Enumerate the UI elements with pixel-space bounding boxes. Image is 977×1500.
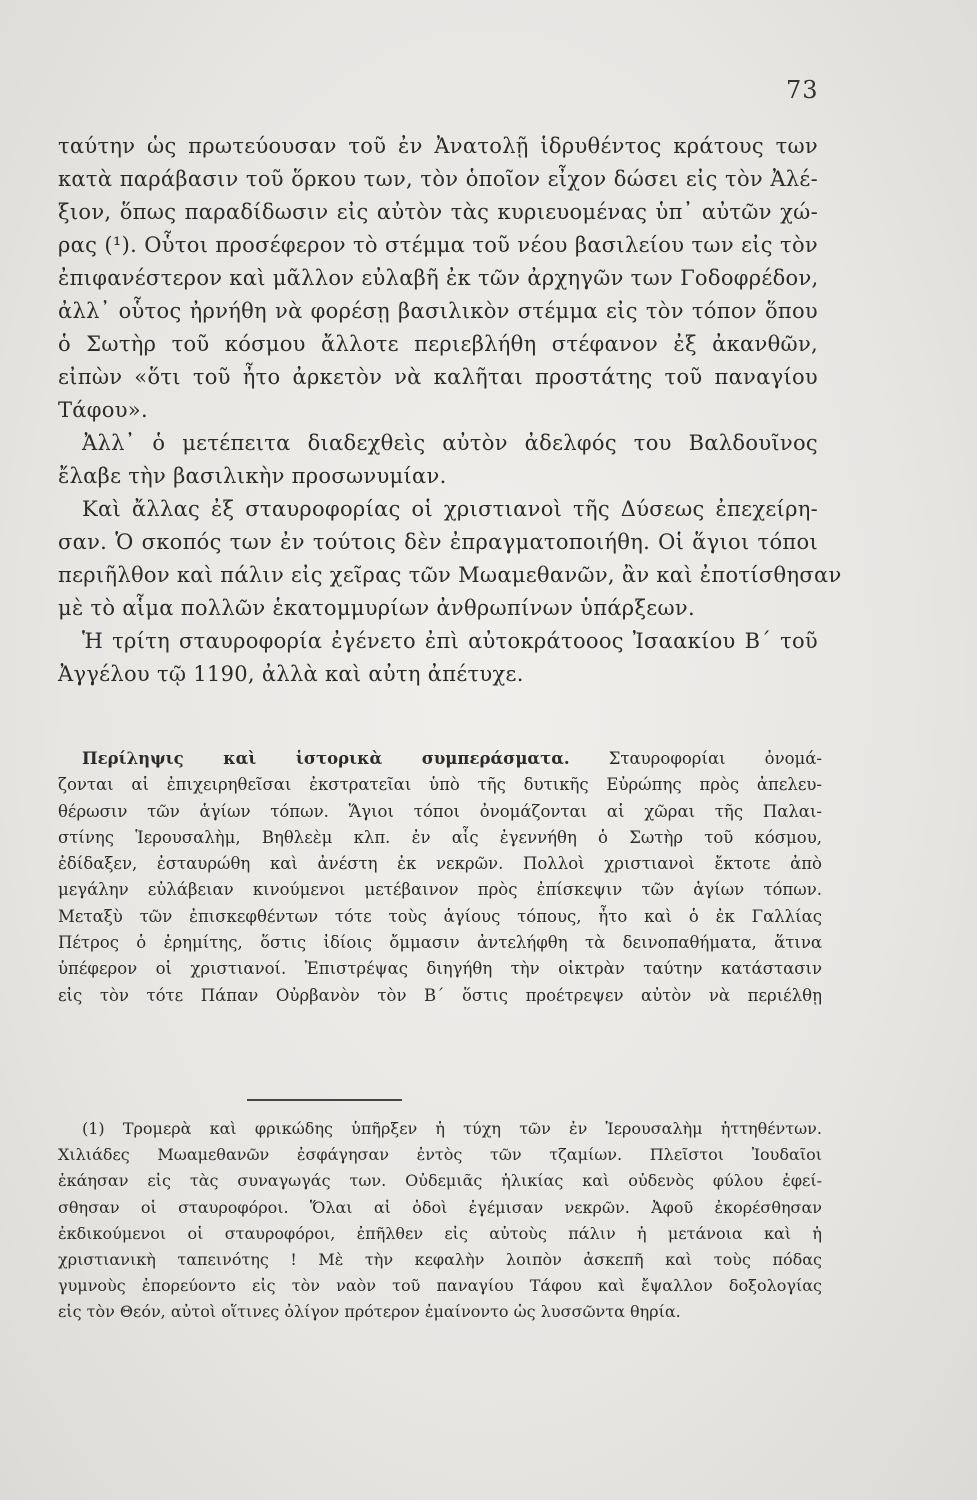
summary-line: μεγάλην εὐλάβειαν κινούμενοι μετέβαινον πρὸς ἐπίσκεψιν τῶν ἁγίων τόπων. xyxy=(58,880,822,900)
text-line: ξιον, ὅπως παραδίδωσιν εἰς αὐτὸν τὰς κυριευομένας ὑπ᾿ αὐτῶν χώ- xyxy=(58,200,818,224)
footnote-line: γυμνοὺς ἐπορεύοντο εἰς τὸν ναὸν τοῦ παναγίου Τάφου καὶ ἔψαλλον δοξολογίας xyxy=(58,1276,822,1296)
summary-section xyxy=(58,746,822,1009)
summary-line: εἰς τὸν τότε Πάπαν Οὐρβανὸν τὸν Β΄ ὅστις προέτρεψεν αὐτὸν νὰ περιέλθῃ xyxy=(58,985,822,1005)
text-line: ὁ Σωτὴρ τοῦ κόσμου ἄλλοτε περιεβλήθη στέφανον ἐξ ἀκανθῶν, xyxy=(58,332,818,356)
page-number: 73 xyxy=(786,76,819,104)
text-line: Ἀγγέλου τῷ 1190, ἀλλὰ καὶ αὐτη ἀπέτυχε. xyxy=(58,662,524,686)
summary-line: Μεταξὺ τῶν ἐπισκεφθέντων τότε τοὺς ἁγίους τόπους, ἦτο καὶ ὁ ἐκ Γαλλίας xyxy=(58,906,822,926)
text-line: σαν. Ὁ σκοπός των ἐν τούτοις δὲν ἐπραγματοποιήθη. Οἱ ἅγιοι τόποι xyxy=(58,530,818,554)
summary-line: Πέτρος ὁ ἐρημίτης, ὅστις ἰδίοις ὄμμασιν ἀντελήφθη τὰ δεινοπαθήματα, ἅτινα xyxy=(58,933,822,953)
summary-first-line xyxy=(58,746,822,772)
text-line: εἰπὼν «ὅτι τοῦ ἦτο ἀρκετὸν νὰ καλῆται προστάτης τοῦ παναγίου xyxy=(58,365,818,389)
summary-line: στίνης Ἱερουσαλὴμ, Βηθλεὲμ κλπ. ἐν αἷς ἐγεννήθη ὁ Σωτὴρ τοῦ κόσμου, xyxy=(58,827,822,847)
footnote-line: εἰς τὸν Θεόν, αὐτοὶ οἵτινες ὀλίγον πρότερον ἐμαίνοντο ὡς λυσσῶντα θηρία. xyxy=(58,1302,681,1322)
footnote-line: ἐκάησαν εἰς τὰς συναγωγάς των. Οὐδεμιᾶς ἡλικίας καὶ οὐδενὸς φύλου ἐφεί- xyxy=(58,1171,822,1191)
text-line: μὲ τὸ αἷμα πολλῶν ἑκατομμυρίων ἀνθρωπίνων ὑπάρξεων. xyxy=(58,596,695,620)
text-line: ἔλαβε τὴν βασιλικὴν προσωνυμίαν. xyxy=(58,464,447,488)
footnote-divider xyxy=(247,1099,402,1101)
summary-line: ὑπέφερον οἱ χριστιανοί. Ἐπιστρέψας διηγήθη τὴν οἰκτρὰν ταύτην κατάστασιν xyxy=(58,959,822,979)
text-line: Ἡ τρίτη σταυροφορία ἐγένετο ἐπὶ αὐτοκράτοοος Ἰσαακίου Β΄ τοῦ xyxy=(82,629,818,653)
text-line: ἀλλ᾿ οὗτος ἠρνήθη νὰ φορέσῃ βασιλικὸν στέμμα εἰς τὸν τόπον ὅπου xyxy=(58,299,818,323)
main-text xyxy=(58,130,842,691)
text-line: Ἀλλ᾿ ὁ μετέπειτα διαδεχθεὶς αὐτὸν ἀδελφός του Βαλδουῖνος xyxy=(82,431,818,455)
text-line: ἐπιφανέστερον καὶ μᾶλλον εὐλαβῆ ἐκ τῶν ἀρχηγῶν των Γοδοφρέδον, xyxy=(58,266,819,290)
footnote-line: σθησαν οἱ σταυροφόροι. Ὅλαι αἱ ὁδοὶ ἐγέμισαν νεκρῶν. Ἀφοῦ ἐκορέσθησαν xyxy=(58,1197,822,1217)
text-line: περιῆλθον καὶ πάλιν εἰς χεῖρας τῶν Μωαμεθανῶν, ἂν καὶ ἐποτίσθησαν xyxy=(58,563,842,587)
text-line: ταύτην ὡς πρωτεύουσαν τοῦ ἐν Ἀνατολῇ ἱδρυθέντος κράτους των xyxy=(58,134,818,158)
text-line: κατὰ παράβασιν τοῦ ὅρκου των, τὸν ὁποῖον εἶχον δώσει εἰς τὸν Ἀλέ- xyxy=(58,167,818,191)
footnotes xyxy=(58,1116,822,1326)
summary-line: ζονται αἱ ἐπιχειρηθεῖσαι ἐκστρατεῖαι ὑπὸ τῆς δυτικῆς Εὐρώπης πρὸς ἀπελευ- xyxy=(58,775,822,795)
text-line: ρας (¹). Οὗτοι προσέφερον τὸ στέμμα τοῦ νέου βασιλείου των εἰς τὸν xyxy=(58,233,818,257)
footnote-line: χριστιανικὴ ταπεινότης ! Μὲ τὴν κεφαλὴν λοιπὸν ἀσκεπῆ καὶ τοὺς πόδας xyxy=(58,1249,822,1269)
text-line: Τάφου». xyxy=(58,398,148,422)
summary-line: ἐδίδαξεν, ἐσταυρώθη καὶ ἀνέστη ἐκ νεκρῶν. Πολλοὶ χριστιανοὶ ἔκτοτε ἀπὸ xyxy=(58,854,822,874)
footnote-line: Χιλιάδες Μωαμεθανῶν ἐσφάγησαν ἐντὸς τῶν τζαμίων. Πλεῖστοι Ἰουδαῖοι xyxy=(58,1145,822,1165)
summary-line: θέρωσιν τῶν ἁγίων τόπων. Ἅγιοι τόποι ὀνομάζονται αἱ χῶραι τῆς Παλαι- xyxy=(58,801,822,821)
footnote-line: (1) Τρομερὰ καὶ φρικώδης ὑπῆρξεν ἡ τύχη τῶν ἐν Ἱερουσαλὴμ ἡττηθέντων. xyxy=(82,1119,822,1138)
summary-heading: Περίληψις καὶ ἱστορικὰ συμπεράσματα. xyxy=(82,749,570,768)
footnote-line: ἐκδικούμενοι οἱ σταυροφόροι, ἐπῆλθεν εἰς αὐτοὺς πάλιν ἡ μετάνοια καὶ ἡ xyxy=(58,1223,822,1243)
summary-text: Σταυροφορίαι ὀνομά- xyxy=(608,749,822,768)
text-line: Καὶ ἄλλας ἐξ σταυροφορίας οἱ χριστιανοὶ τῆς Δύσεως ἐπεχείρη- xyxy=(82,497,818,521)
